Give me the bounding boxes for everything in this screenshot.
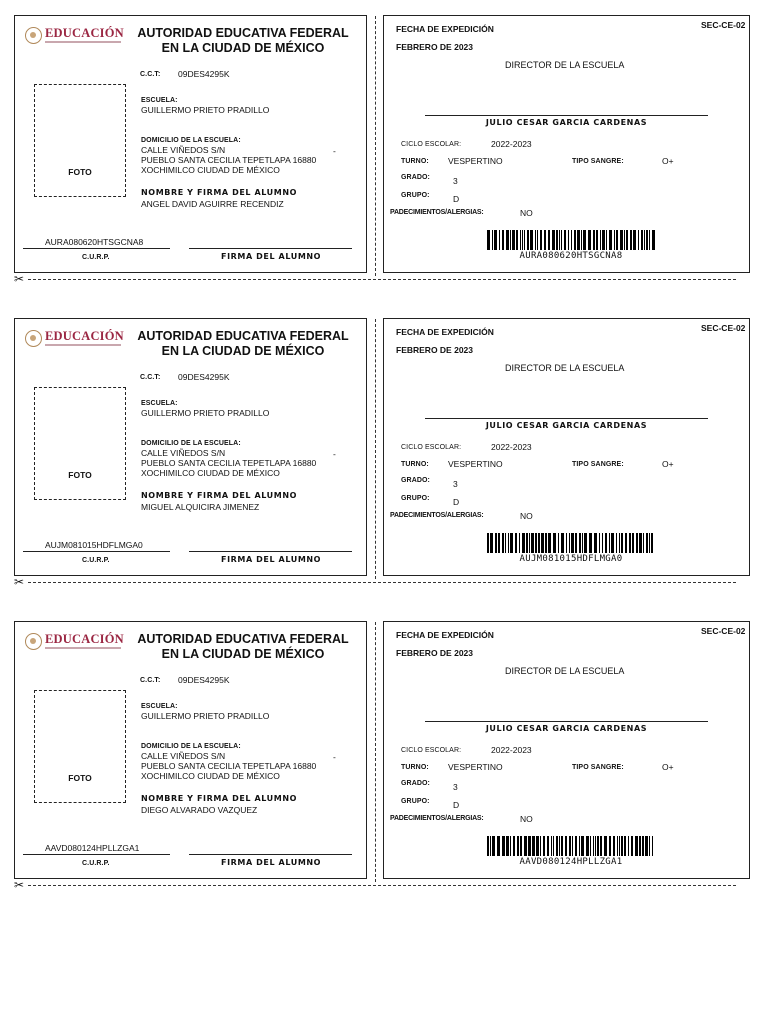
barcode-bar bbox=[535, 533, 537, 553]
barcode-bar bbox=[643, 533, 644, 553]
photo-box bbox=[34, 84, 126, 197]
barcode-bar bbox=[505, 533, 506, 553]
authority-title bbox=[123, 26, 363, 56]
grado-label: GRADO: bbox=[401, 174, 430, 181]
ciclo-value: 2022-2023 bbox=[491, 139, 532, 149]
barcode-bar bbox=[599, 533, 600, 553]
domicilio-line-3: XOCHIMILCO CIUDAD DE MÉXICO bbox=[141, 771, 280, 781]
sangre-value: O+ bbox=[662, 459, 674, 469]
barcode-bar bbox=[579, 533, 581, 553]
padecimientos-value: NO bbox=[520, 208, 533, 218]
barcode-bar bbox=[494, 230, 497, 250]
title-line-2: EN LA CIUDAD DE MÉXICO bbox=[161, 344, 325, 358]
barcode-bar bbox=[625, 533, 627, 553]
barcode-bar bbox=[520, 230, 521, 250]
title-line-1: AUTORIDAD EDUCATIVA FEDERAL bbox=[137, 329, 349, 343]
barcode-bar bbox=[621, 533, 623, 553]
title-line-1: AUTORIDAD EDUCATIVA FEDERAL bbox=[137, 26, 349, 40]
grupo-label: GRUPO: bbox=[401, 192, 430, 199]
logo-subline bbox=[45, 41, 121, 43]
logo-word: EDUCACIÓN bbox=[45, 632, 124, 646]
barcode-bar bbox=[499, 230, 500, 250]
barcode-bar bbox=[519, 533, 520, 553]
barcode-bar bbox=[497, 836, 500, 856]
seal-icon bbox=[25, 633, 42, 650]
cct-label: C.C.T: bbox=[140, 71, 161, 78]
barcode-bar bbox=[508, 533, 509, 553]
escuela-label: ESCUELA: bbox=[141, 703, 178, 710]
barcode-bar bbox=[561, 230, 562, 250]
signature-line bbox=[189, 551, 352, 552]
barcode-bar bbox=[559, 230, 560, 250]
curp-label: C.U.R.P. bbox=[82, 860, 110, 867]
domicilio-label: DOMICILIO DE LA ESCUELA: bbox=[141, 137, 241, 144]
barcode-bar bbox=[506, 230, 509, 250]
barcode-bar bbox=[536, 836, 539, 856]
barcode-bar bbox=[513, 836, 515, 856]
barcode-bar bbox=[611, 533, 614, 553]
escuela-value: GUILLERMO PRIETO PRADILLO bbox=[141, 711, 270, 721]
barcode-bar bbox=[624, 230, 625, 250]
horizontal-cut-line bbox=[28, 885, 736, 886]
barcode-bar bbox=[577, 230, 580, 250]
barcode-bar bbox=[568, 230, 569, 250]
director-label: DIRECTOR DE LA ESCUELA bbox=[505, 60, 625, 70]
domicilio-label: DOMICILIO DE LA ESCUELA: bbox=[141, 440, 241, 447]
barcode-bar bbox=[498, 533, 500, 553]
domicilio-dash: - bbox=[333, 752, 336, 762]
cct-label: C.C.T: bbox=[140, 677, 161, 684]
barcode-bar bbox=[630, 230, 632, 250]
barcode-bar bbox=[559, 836, 560, 856]
domicilio-line-1: CALLE VIÑEDOS S/N bbox=[141, 448, 226, 458]
student-name: DIEGO ALVARADO VAZQUEZ bbox=[141, 805, 258, 815]
nombre-label: NOMBRE Y FIRMA DEL ALUMNO bbox=[141, 188, 298, 197]
fecha-label: FECHA DE EXPEDICIÓN bbox=[396, 24, 494, 34]
director-name: JULIO CESAR GARCIA CARDENAS bbox=[485, 724, 648, 733]
barcode-bar bbox=[537, 230, 538, 250]
form-code: SEC-CE-02 bbox=[701, 20, 746, 30]
barcode-bar bbox=[551, 836, 552, 856]
grado-label: GRADO: bbox=[401, 477, 430, 484]
barcode-bar bbox=[624, 836, 626, 856]
barcode-bar bbox=[629, 533, 631, 553]
turno-label: TURNO: bbox=[401, 764, 429, 771]
cct-value: 09DES4295K bbox=[178, 372, 230, 382]
barcode-bar bbox=[613, 836, 615, 856]
barcode-bar bbox=[646, 533, 648, 553]
barcode-bar bbox=[538, 533, 540, 553]
barcode-bar bbox=[616, 533, 617, 553]
barcode-bar bbox=[602, 533, 603, 553]
barcode-bar bbox=[528, 836, 531, 856]
barcode-bar bbox=[566, 533, 567, 553]
escuela-label: ESCUELA: bbox=[141, 97, 178, 104]
director-signature-line bbox=[425, 418, 708, 419]
nombre-label: NOMBRE Y FIRMA DEL ALUMNO bbox=[141, 794, 298, 803]
domicilio-label: DOMICILIO DE LA ESCUELA: bbox=[141, 743, 241, 750]
domicilio-line-2: PUEBLO SANTA CECILIA TEPETLAPA 16880 bbox=[141, 155, 317, 165]
barcode-text: AUJM081015HDFLMGA0 bbox=[519, 554, 623, 564]
barcode-bar bbox=[520, 836, 522, 856]
curp-label: C.U.R.P. bbox=[82, 557, 110, 564]
barcode-image bbox=[487, 836, 655, 856]
barcode-bar bbox=[556, 230, 558, 250]
barcode-bar bbox=[543, 836, 545, 856]
credential-back bbox=[383, 318, 750, 576]
authority-title bbox=[123, 632, 363, 662]
grado-value: 3 bbox=[453, 782, 458, 792]
barcode-bar bbox=[487, 230, 490, 250]
barcode-bar bbox=[621, 836, 623, 856]
photo-label: FOTO bbox=[68, 167, 92, 177]
barcode-bar bbox=[487, 533, 489, 553]
barcode-bar bbox=[639, 533, 642, 553]
vertical-cut-line bbox=[375, 16, 376, 276]
barcode-bar bbox=[487, 836, 489, 856]
barcode-bar bbox=[588, 230, 591, 250]
barcode-text: AURA080620HTSGCNA8 bbox=[519, 251, 623, 261]
barcode-bar bbox=[619, 533, 620, 553]
domicilio-line-2: PUEBLO SANTA CECILIA TEPETLAPA 16880 bbox=[141, 761, 317, 771]
barcode-bar bbox=[492, 230, 493, 250]
barcode-bar bbox=[527, 230, 529, 250]
photo-box bbox=[34, 387, 126, 500]
credential-front bbox=[14, 318, 367, 576]
barcode-bar bbox=[502, 533, 504, 553]
barcode-bar bbox=[556, 836, 558, 856]
barcode-bar bbox=[614, 230, 615, 250]
grado-label: GRADO: bbox=[401, 780, 430, 787]
barcode-bar bbox=[579, 836, 580, 856]
fecha-value: FEBRERO DE 2023 bbox=[396, 345, 473, 355]
barcode-bar bbox=[589, 533, 592, 553]
vertical-cut-line bbox=[375, 622, 376, 882]
barcode-bar bbox=[548, 230, 550, 250]
barcode-bar bbox=[596, 230, 598, 250]
barcode-bar bbox=[628, 836, 629, 856]
barcode-bar bbox=[544, 230, 546, 250]
barcode-bar bbox=[649, 533, 650, 553]
credential-front bbox=[14, 621, 367, 879]
director-label: DIRECTOR DE LA ESCUELA bbox=[505, 363, 625, 373]
barcode-bar bbox=[641, 230, 643, 250]
barcode-bar bbox=[590, 836, 591, 856]
barcode-bar bbox=[586, 836, 589, 856]
grado-value: 3 bbox=[453, 479, 458, 489]
educacion-logo bbox=[25, 632, 123, 654]
credential-front bbox=[14, 15, 367, 273]
barcode-bar bbox=[593, 230, 595, 250]
photo-label: FOTO bbox=[68, 773, 92, 783]
grado-value: 3 bbox=[453, 176, 458, 186]
escuela-value: GUILLERMO PRIETO PRADILLO bbox=[141, 105, 270, 115]
director-name: JULIO CESAR GARCIA CARDENAS bbox=[485, 118, 648, 127]
barcode-bar bbox=[569, 533, 570, 553]
barcode-bar bbox=[649, 836, 650, 856]
turno-label: TURNO: bbox=[401, 158, 429, 165]
sangre-label: TIPO SANGRE: bbox=[572, 764, 624, 771]
barcode-bar bbox=[571, 533, 574, 553]
escuela-value: GUILLERMO PRIETO PRADILLO bbox=[141, 408, 270, 418]
director-name: JULIO CESAR GARCIA CARDENAS bbox=[485, 421, 648, 430]
barcode-bar bbox=[524, 836, 527, 856]
barcode-bar bbox=[572, 836, 573, 856]
barcode-bar bbox=[584, 533, 587, 553]
domicilio-dash: - bbox=[333, 449, 336, 459]
cct-label: C.C.T: bbox=[140, 374, 161, 381]
title-line-2: EN LA CIUDAD DE MÉXICO bbox=[161, 41, 325, 55]
barcode-bar bbox=[582, 533, 583, 553]
firma-label: FIRMA DEL ALUMNO bbox=[221, 555, 322, 564]
barcode-bar bbox=[502, 836, 505, 856]
barcode-bar bbox=[515, 533, 517, 553]
barcode-bar bbox=[609, 533, 610, 553]
vertical-cut-line bbox=[375, 319, 376, 579]
barcode-bar bbox=[617, 836, 618, 856]
padecimientos-value: NO bbox=[520, 814, 533, 824]
sangre-label: TIPO SANGRE: bbox=[572, 158, 624, 165]
barcode-bar bbox=[635, 836, 638, 856]
barcode-bar bbox=[490, 836, 491, 856]
barcode-bar bbox=[574, 230, 576, 250]
barcode-bar bbox=[517, 836, 519, 856]
barcode-bar bbox=[609, 836, 611, 856]
barcode-bar bbox=[516, 230, 518, 250]
educacion-logo bbox=[25, 26, 123, 48]
ciclo-label: CICLO ESCOLAR: bbox=[401, 141, 462, 148]
barcode-bar bbox=[652, 230, 655, 250]
barcode-bar bbox=[548, 533, 551, 553]
scissors-icon: ✂ bbox=[14, 575, 25, 589]
barcode-bar bbox=[564, 230, 566, 250]
sangre-label: TIPO SANGRE: bbox=[572, 461, 624, 468]
domicilio-dash: - bbox=[333, 146, 336, 156]
grupo-value: D bbox=[453, 497, 460, 507]
barcode-bar bbox=[561, 836, 563, 856]
ciclo-label: CICLO ESCOLAR: bbox=[401, 747, 462, 754]
director-signature-line bbox=[425, 721, 708, 722]
cct-value: 09DES4295K bbox=[178, 675, 230, 685]
domicilio-line-2: PUEBLO SANTA CECILIA TEPETLAPA 16880 bbox=[141, 458, 317, 468]
barcode-bar bbox=[571, 230, 572, 250]
credential-back bbox=[383, 15, 750, 273]
barcode-bar bbox=[646, 230, 648, 250]
ciclo-value: 2022-2023 bbox=[491, 745, 532, 755]
grupo-value: D bbox=[453, 800, 460, 810]
barcode-bar bbox=[600, 836, 602, 856]
barcode-image bbox=[487, 533, 655, 553]
curp-line bbox=[23, 854, 170, 855]
barcode-bar bbox=[631, 836, 633, 856]
grupo-label: GRUPO: bbox=[401, 495, 430, 502]
barcode-bar bbox=[597, 836, 599, 856]
barcode-bar bbox=[553, 836, 554, 856]
logo-word: EDUCACIÓN bbox=[45, 26, 124, 40]
barcode-bar bbox=[638, 230, 639, 250]
director-signature-line bbox=[425, 115, 708, 116]
curp-value: AUJM081015HDFLMGA0 bbox=[45, 540, 143, 550]
barcode-bar bbox=[512, 230, 515, 250]
barcode-bar bbox=[636, 533, 638, 553]
barcode-bar bbox=[510, 230, 511, 250]
logo-subline bbox=[45, 647, 121, 649]
scissors-icon: ✂ bbox=[14, 272, 25, 286]
barcode-bar bbox=[565, 836, 567, 856]
barcode-bar bbox=[492, 836, 495, 856]
barcode-bar bbox=[616, 230, 618, 250]
barcode-bar bbox=[642, 836, 644, 856]
logo-subline bbox=[45, 344, 121, 346]
barcode-bar bbox=[524, 230, 525, 250]
photo-box bbox=[34, 690, 126, 803]
seal-icon bbox=[25, 330, 42, 347]
barcode-bar bbox=[540, 836, 541, 856]
barcode-bar bbox=[561, 533, 564, 553]
domicilio-line-1: CALLE VIÑEDOS S/N bbox=[141, 145, 226, 155]
seal-icon bbox=[25, 27, 42, 44]
firma-label: FIRMA DEL ALUMNO bbox=[221, 858, 322, 867]
horizontal-cut-line bbox=[28, 279, 736, 280]
barcode-bar bbox=[541, 533, 544, 553]
barcode-bar bbox=[526, 533, 528, 553]
credential-back bbox=[383, 621, 750, 879]
barcode-bar bbox=[639, 836, 641, 856]
barcode-bar bbox=[651, 533, 653, 553]
fecha-label: FECHA DE EXPEDICIÓN bbox=[396, 630, 494, 640]
barcode-bar bbox=[535, 230, 536, 250]
barcode-bar bbox=[633, 230, 636, 250]
turno-value: VESPERTINO bbox=[448, 459, 503, 469]
barcode-bar bbox=[552, 230, 555, 250]
escuela-label: ESCUELA: bbox=[141, 400, 178, 407]
barcode-bar bbox=[609, 230, 612, 250]
domicilio-line-1: CALLE VIÑEDOS S/N bbox=[141, 751, 226, 761]
barcode-bar bbox=[532, 836, 535, 856]
padecimientos-label: PADECIMIENTOS/ALERGIAS: bbox=[390, 815, 484, 822]
barcode-bar bbox=[530, 230, 533, 250]
ciclo-value: 2022-2023 bbox=[491, 442, 532, 452]
barcode-bar bbox=[502, 230, 504, 250]
form-code: SEC-CE-02 bbox=[701, 626, 746, 636]
photo-label: FOTO bbox=[68, 470, 92, 480]
barcode-bar bbox=[649, 230, 650, 250]
barcode-bar bbox=[583, 230, 586, 250]
firma-label: FIRMA DEL ALUMNO bbox=[221, 252, 322, 261]
barcode-bar bbox=[575, 836, 577, 856]
curp-value: AAVD080124HPLLZGA1 bbox=[45, 843, 140, 853]
barcode-bar bbox=[619, 836, 620, 856]
barcode-bar bbox=[547, 836, 549, 856]
ciclo-label: CICLO ESCOLAR: bbox=[401, 444, 462, 451]
fecha-value: FEBRERO DE 2023 bbox=[396, 42, 473, 52]
educacion-logo bbox=[25, 329, 123, 351]
sangre-value: O+ bbox=[662, 156, 674, 166]
barcode-bar bbox=[600, 230, 601, 250]
student-name: MIGUEL ALQUICIRA JIMENEZ bbox=[141, 502, 260, 512]
domicilio-line-3: XOCHIMILCO CIUDAD DE MÉXICO bbox=[141, 468, 280, 478]
barcode-bar bbox=[593, 836, 594, 856]
signature-line bbox=[189, 854, 352, 855]
barcode-bar bbox=[602, 230, 605, 250]
barcode-bar bbox=[529, 533, 530, 553]
director-label: DIRECTOR DE LA ESCUELA bbox=[505, 666, 625, 676]
barcode-bar bbox=[540, 230, 542, 250]
barcode-bar bbox=[553, 533, 556, 553]
fecha-value: FEBRERO DE 2023 bbox=[396, 648, 473, 658]
grupo-value: D bbox=[453, 194, 460, 204]
barcode-bar bbox=[594, 533, 597, 553]
barcode-bar bbox=[545, 533, 547, 553]
barcode-bar bbox=[569, 836, 571, 856]
turno-value: VESPERTINO bbox=[448, 762, 503, 772]
signature-line bbox=[189, 248, 352, 249]
turno-value: VESPERTINO bbox=[448, 156, 503, 166]
barcode-image bbox=[487, 230, 655, 250]
barcode-bar bbox=[575, 533, 577, 553]
barcode-bar bbox=[645, 836, 648, 856]
student-name: ANGEL DAVID AGUIRRE RECENDIZ bbox=[141, 199, 284, 209]
nombre-label: NOMBRE Y FIRMA DEL ALUMNO bbox=[141, 491, 298, 500]
title-line-2: EN LA CIUDAD DE MÉXICO bbox=[161, 647, 325, 661]
scissors-icon: ✂ bbox=[14, 878, 25, 892]
curp-label: C.U.R.P. bbox=[82, 254, 110, 261]
barcode-bar bbox=[490, 533, 493, 553]
barcode-bar bbox=[626, 230, 628, 250]
authority-title bbox=[123, 329, 363, 359]
barcode-bar bbox=[620, 230, 623, 250]
logo-word: EDUCACIÓN bbox=[45, 329, 124, 343]
barcode-bar bbox=[581, 836, 584, 856]
barcode-bar bbox=[644, 230, 645, 250]
barcode-bar bbox=[581, 230, 582, 250]
horizontal-cut-line bbox=[28, 582, 736, 583]
title-line-1: AUTORIDAD EDUCATIVA FEDERAL bbox=[137, 632, 349, 646]
barcode-bar bbox=[632, 533, 634, 553]
grupo-label: GRUPO: bbox=[401, 798, 430, 805]
barcode-bar bbox=[522, 230, 523, 250]
barcode-bar bbox=[652, 836, 653, 856]
barcode-text: AAVD080124HPLLZGA1 bbox=[519, 857, 623, 867]
cct-value: 09DES4295K bbox=[178, 69, 230, 79]
padecimientos-label: PADECIMIENTOS/ALERGIAS: bbox=[390, 209, 484, 216]
curp-line bbox=[23, 248, 170, 249]
form-code: SEC-CE-02 bbox=[701, 323, 746, 333]
domicilio-line-3: XOCHIMILCO CIUDAD DE MÉXICO bbox=[141, 165, 280, 175]
barcode-bar bbox=[606, 230, 607, 250]
barcode-bar bbox=[605, 533, 607, 553]
curp-value: AURA080620HTSGCNA8 bbox=[45, 237, 144, 247]
fecha-label: FECHA DE EXPEDICIÓN bbox=[396, 327, 494, 337]
padecimientos-label: PADECIMIENTOS/ALERGIAS: bbox=[390, 512, 484, 519]
barcode-bar bbox=[506, 836, 509, 856]
barcode-bar bbox=[495, 533, 497, 553]
barcode-bar bbox=[604, 836, 607, 856]
barcode-bar bbox=[558, 533, 559, 553]
turno-label: TURNO: bbox=[401, 461, 429, 468]
barcode-bar bbox=[510, 836, 511, 856]
padecimientos-value: NO bbox=[520, 511, 533, 521]
curp-line bbox=[23, 551, 170, 552]
barcode-bar bbox=[522, 533, 525, 553]
barcode-bar bbox=[510, 533, 513, 553]
barcode-bar bbox=[595, 836, 596, 856]
sangre-value: O+ bbox=[662, 762, 674, 772]
barcode-bar bbox=[531, 533, 534, 553]
